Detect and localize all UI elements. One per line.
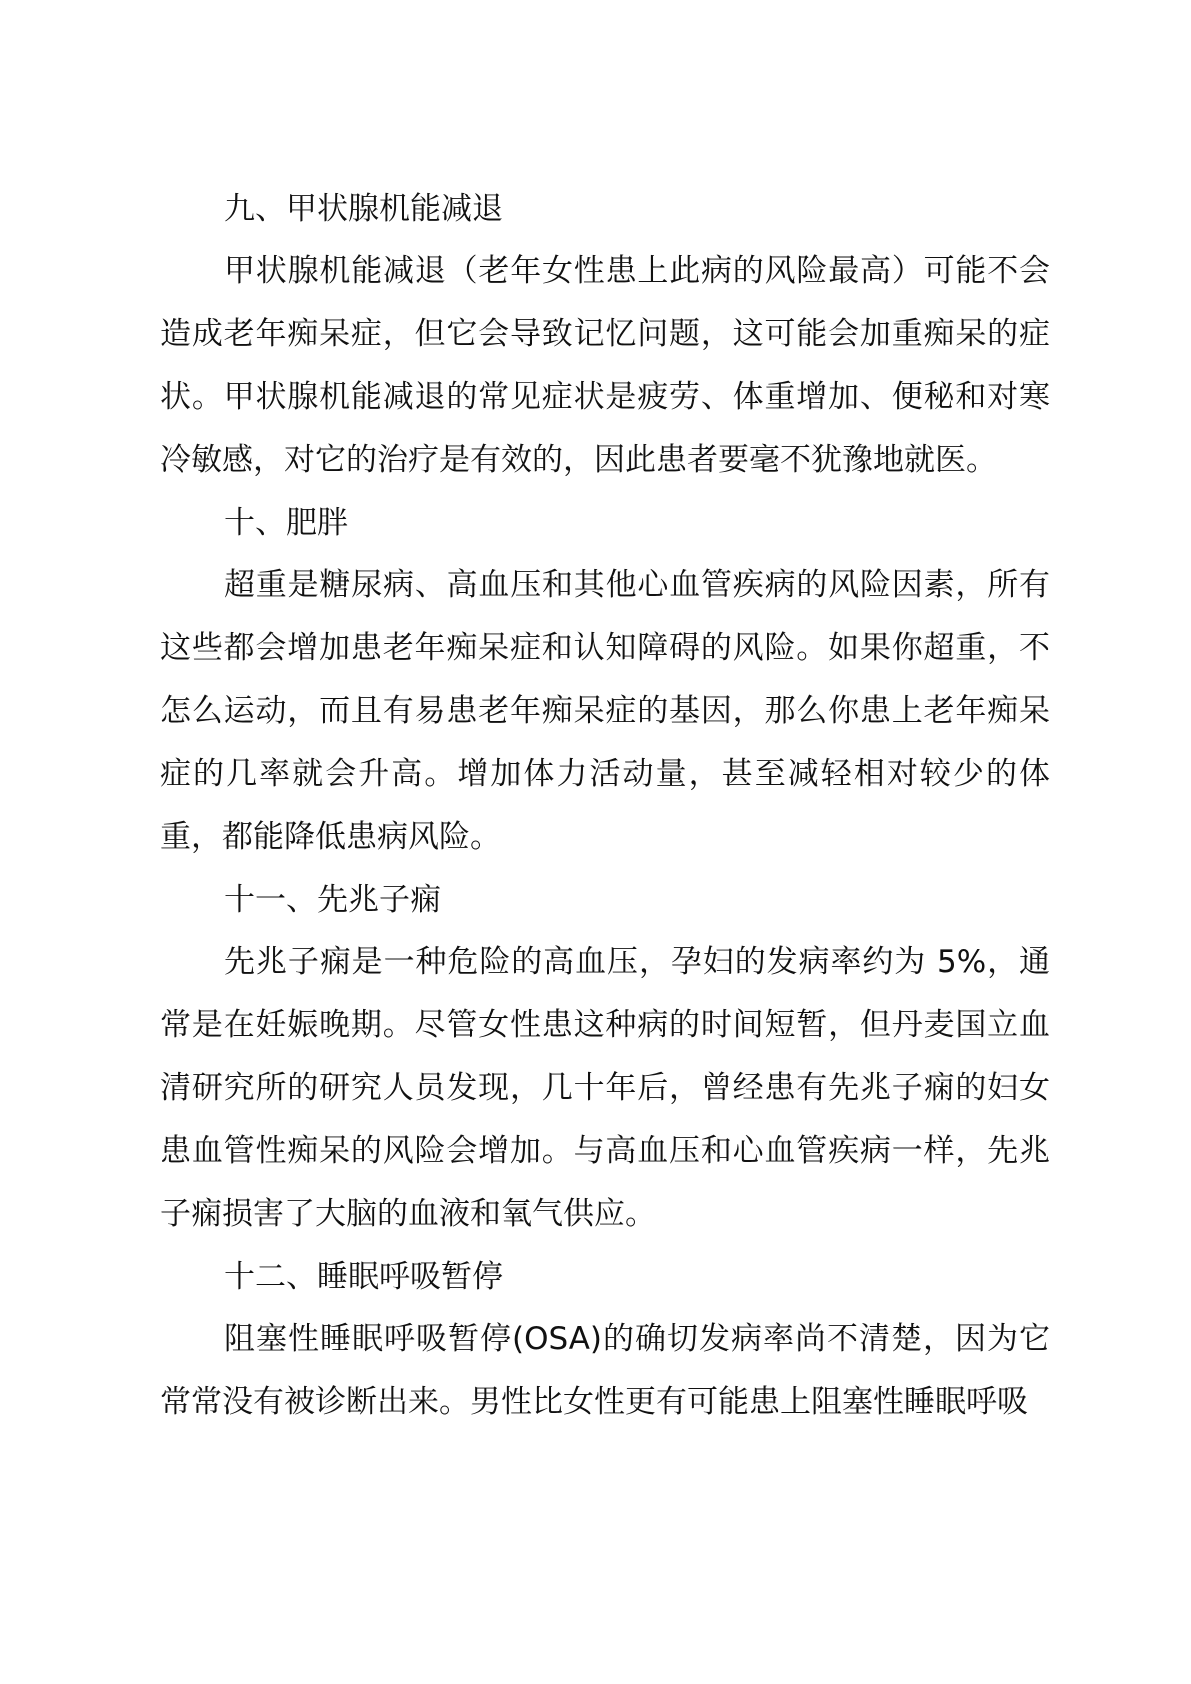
document-body xyxy=(160,178,1050,1434)
section-heading-hypothyroidism: 九、甲状腺机能减退 xyxy=(224,191,503,227)
section-heading-obesity: 十、肥胖 xyxy=(224,505,348,541)
section-paragraph-preeclampsia: 先兆子痫是一种危险的高血压，孕妇的发病率约为 5%，通常是在妊娠晚期。尽管女性患这种病的时间短暂，但丹麦国立血清研究所的研究人员发现，几十年后，曾经患有先兆子痫的妇女患血管性痴呆的风险会增加。与高血压和心血管疾病一样，先兆子痫损害了大脑的血液和氧气供应。 xyxy=(160,944,1050,1232)
section-paragraph-hypothyroidism: 甲状腺机能减退（老年女性患上此病的风险最高）可能不会造成老年痴呆症，但它会导致记忆问题，这可能会加重痴呆的症状。甲状腺机能减退的常见症状是疲劳、体重增加、便秘和对寒冷敏感，对它的治疗是有效的，因此患者要毫不犹豫地就医。 xyxy=(160,253,1050,478)
section-heading-preeclampsia: 十一、先兆子痫 xyxy=(224,882,441,918)
section-paragraph-sleep-apnea: 阻塞性睡眠呼吸暂停(OSA)的确切发病率尚不清楚，因为它常常没有被诊断出来。男性比女性更有可能患上阻塞性睡眠呼吸 xyxy=(160,1321,1050,1420)
section-heading-sleep-apnea: 十二、睡眠呼吸暂停 xyxy=(224,1259,503,1295)
section-paragraph-obesity: 超重是糖尿病、高血压和其他心血管疾病的风险因素，所有这些都会增加患老年痴呆症和认知障碍的风险。如果你超重，不怎么运动，而且有易患老年痴呆症的基因，那么你患上老年痴呆症的几率就会升高。增加体力活动量，甚至减轻相对较少的体重，都能降低患病风险。 xyxy=(160,567,1050,855)
